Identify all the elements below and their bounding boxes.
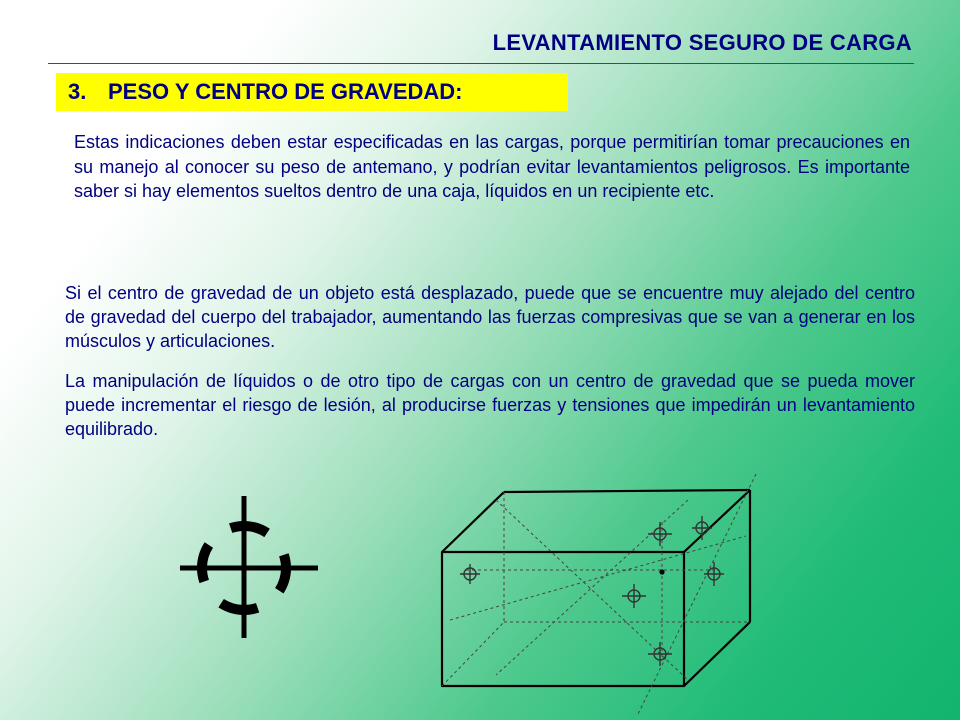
section-heading — [56, 73, 568, 111]
section-title: PESO Y CENTRO DE GRAVEDAD: — [108, 79, 463, 104]
title-divider — [48, 63, 914, 64]
paragraph-liquid-handling: La manipulación de líquidos o de otro tipo de cargas con un centro de gravedad que se pueda mover puede incrementar el riesgo de lesión, al producirse fuerzas y tensiones que impedirán un levantamiento equilibrado. — [65, 371, 915, 439]
box-center-of-gravity-diagram-icon — [426, 470, 766, 720]
slide-title: LEVANTAMIENTO SEGURO DE CARGA — [492, 30, 912, 55]
section-number: 3. — [68, 79, 87, 104]
paragraph-displaced-cog: Si el centro de gravedad de un objeto está desplazado, puede que se encuentre muy alejado del centro de gravedad del cuerpo del trabajador, aumentando las fuerzas compresivas que se van a generar en los músculos y articulaciones. — [65, 283, 915, 351]
center-of-gravity-symbol-icon — [176, 492, 322, 642]
paragraph-weight-indications: Estas indicaciones deben estar especificadas en las cargas, porque permitirían tomar precauciones en su manejo al conocer su peso de antemano, y podrían evitar levantamientos peligrosos. Es importante saber si hay elementos sueltos dentro de una caja, líquidos en un recipiente etc. — [74, 132, 910, 201]
